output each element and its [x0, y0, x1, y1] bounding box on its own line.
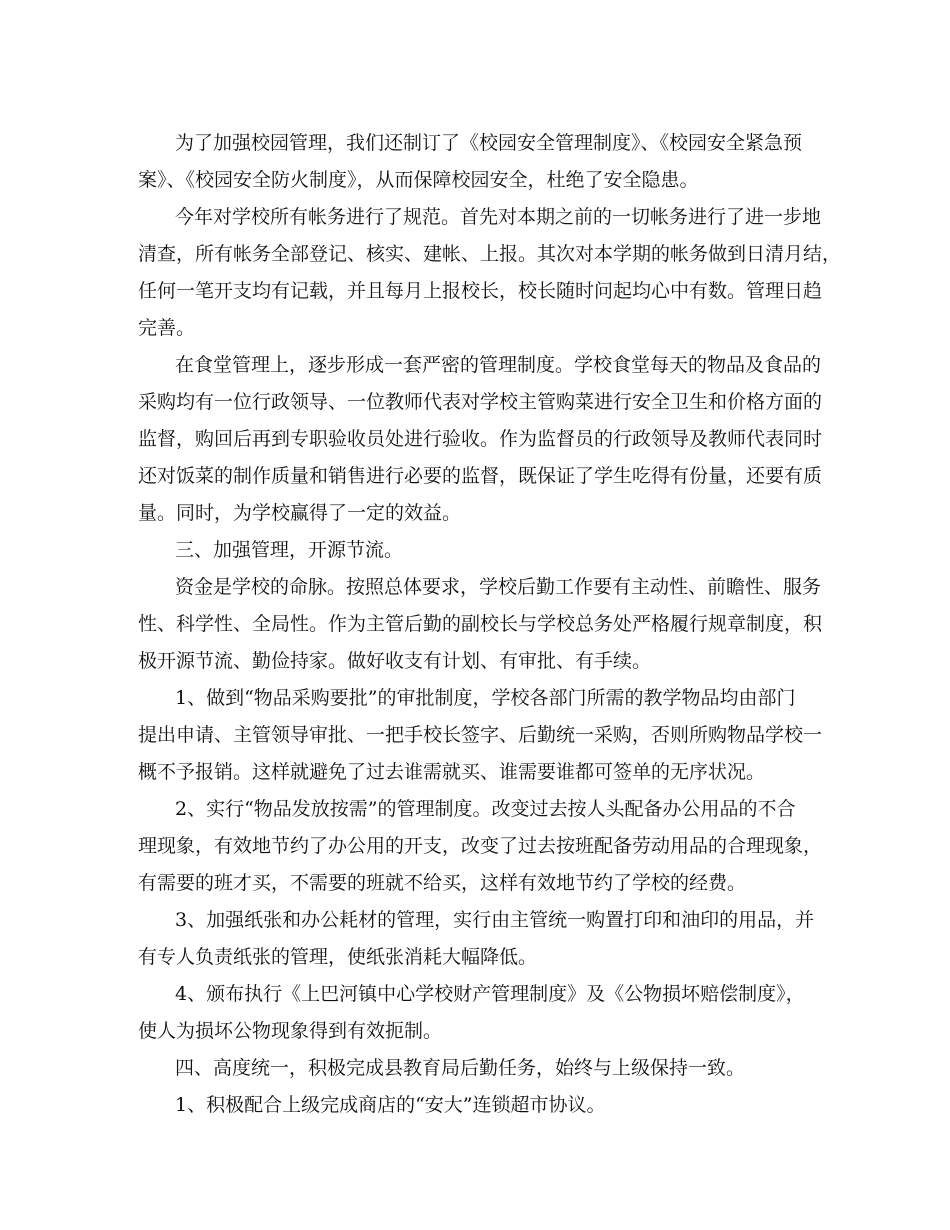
paragraph-line: 概不予报销。这样就避免了过去谁需就买、谁需要谁都可签单的无序状况。	[138, 761, 766, 783]
paragraph-line: 使人为损坏公物现象得到有效扼制。	[138, 1020, 443, 1042]
paragraph-line: 在食堂管理上，逐步形成一套严密的管理制度。学校食堂每天的物品及食品的	[175, 354, 822, 376]
paragraph-line: 监督，购回后再到专职验收员处进行验收。作为监督员的行政领导及教师代表同时	[138, 428, 823, 450]
section-heading: 四、高度统一，积极完成县教育局后勤任务，始终与上级保持一致。	[175, 1057, 746, 1079]
paragraph-line: 今年对学校所有帐务进行了规范。首先对本期之前的一切帐务进行了进一步地	[175, 206, 822, 228]
paragraph-line: 1、做到“物品采购要批”的审批制度，学校各部门所需的教学物品均由部门	[175, 687, 796, 709]
paragraph-line: 性、科学性、全局性。作为主管后勤的副校长与学校总务处严格履行规章制度，积	[138, 613, 823, 635]
paragraph-line: 采购均有一位行政领导、一位教师代表对学校主管购菜进行安全卫生和价格方面的	[138, 391, 823, 413]
paragraph-line: 资金是学校的命脉。按照总体要求，学校后勤工作要有主动性、前瞻性、服务	[175, 576, 822, 598]
paragraph-line: 任何一笔开支均有记载，并且每月上报校长，校长随时问起均心中有数。管理日趋	[138, 280, 823, 302]
paragraph-line: 为了加强校园管理，我们还制订了《校园安全管理制度》、《校园安全紧急预	[175, 132, 803, 154]
paragraph-line: 极开源节流、勤俭持家。做好收支有计划、有审批、有手续。	[138, 650, 652, 672]
paragraph-line: 案》、《校园安全防火制度》，从而保障校园安全，杜绝了安全隐患。	[138, 169, 699, 191]
paragraph-line: 理现象，有效地节约了办公用的开支，改变了过去按班配备劳动用品的合理现象，	[138, 835, 823, 857]
paragraph-line: 清查，所有帐务全部登记、核实、建帐、上报。其次对本学期的帐务做到日清月结，	[138, 243, 842, 265]
paragraph-line: 3、加强纸张和办公耗材的管理，实行由主管统一购置打印和油印的用品，并	[175, 909, 815, 931]
paragraph-line: 有需要的班才买，不需要的班就不给买，这样有效地节约了学校的经费。	[138, 872, 747, 894]
paragraph-line: 1、积极配合上级完成商店的“安大”连锁超市协议。	[175, 1094, 606, 1116]
paragraph-line: 完善。	[138, 317, 196, 339]
paragraph-line: 有专人负责纸张的管理，使纸张消耗大幅降低。	[138, 946, 538, 968]
section-heading: 三、加强管理，开源节流。	[175, 539, 404, 561]
paragraph-line: 还对饭菜的制作质量和销售进行必要的监督，既保证了学生吃得有份量，还要有质	[138, 465, 823, 487]
paragraph-line: 量。同时，为学校赢得了一定的效益。	[138, 502, 462, 524]
paragraph-line: 提出申请、主管领导审批、一把手校长签字、后勤统一采购，否则所购物品学校一	[138, 724, 823, 746]
paragraph-line: 2、实行“物品发放按需”的管理制度。改变过去按人头配备办公用品的不合	[175, 798, 796, 820]
paragraph-line: 4、颁布执行《上巴河镇中心学校财产管理制度》及《公物损坏赔偿制度》，	[175, 983, 805, 1005]
